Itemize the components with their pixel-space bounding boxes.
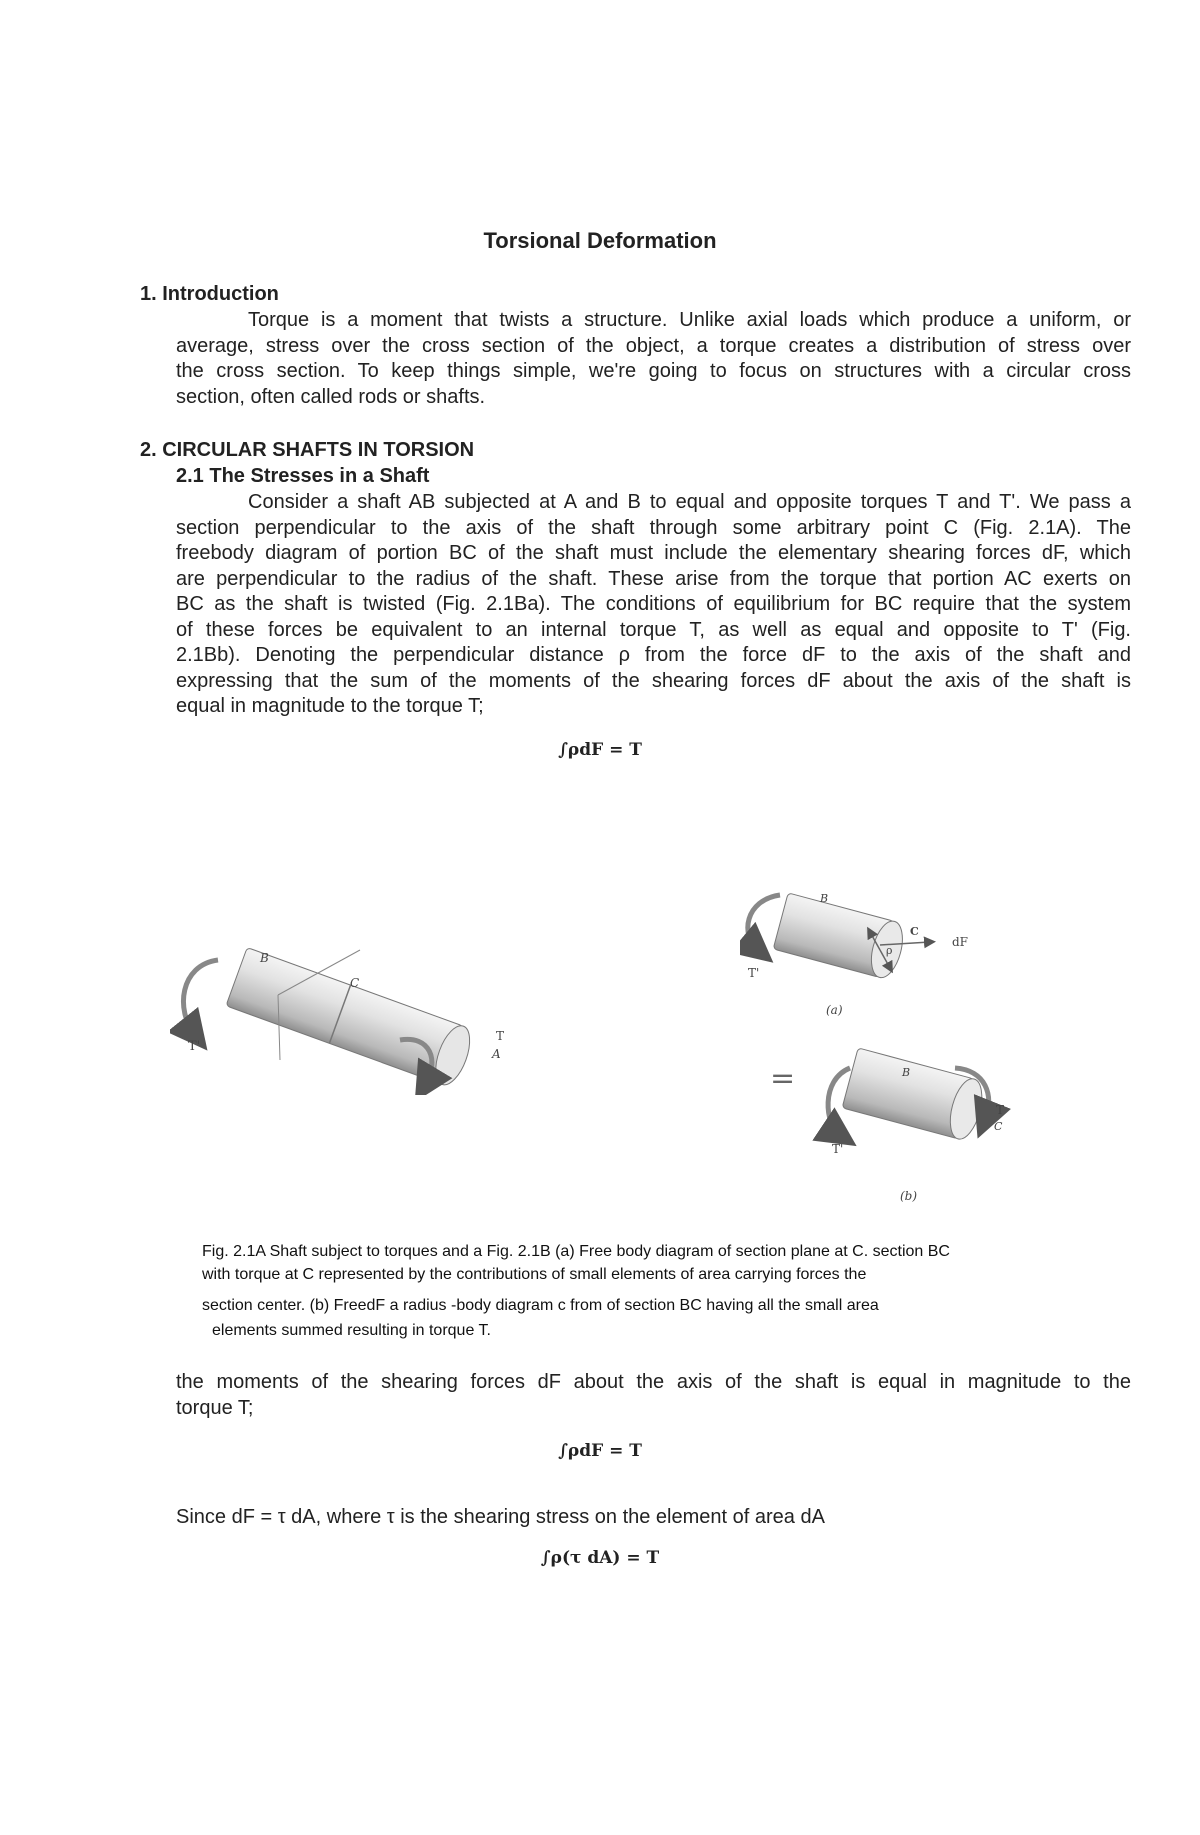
torque-tprime-arrow: [183, 960, 218, 1035]
label-rho: ρ: [886, 944, 893, 957]
s2-line-5: BC as the shaft is twisted (Fig. 2.1Ba). The conditions of equilibrium for BC require that the system: [176, 593, 1131, 615]
s2-line-3: freebody diagram of portion BC of the shaft must include the elementary shearing forces dF, which: [176, 542, 1131, 564]
since-line: Since dF = τ dA, where τ is the shearing stress on the element of area dA: [176, 1506, 825, 1528]
intro-paragraph: [176, 308, 1131, 410]
intro-line-1: Torque is a moment that twists a structure. Unlike axial loads which produce a uniform, or: [248, 309, 1131, 331]
page-title: Torsional Deformation: [483, 228, 717, 253]
intro-heading: 1. Introduction: [140, 283, 279, 305]
label-b: B: [260, 951, 269, 965]
s2-line-2: section perpendicular to the axis of the shaft through some arbitrary point C (Fig. 2.1A). The: [176, 516, 1131, 539]
label-c: C: [350, 976, 360, 990]
intro-line-4: section, often called rods or shafts.: [176, 385, 486, 408]
label-c-bot: C: [994, 1120, 1003, 1133]
equals-sign: =: [770, 1061, 796, 1096]
label-df: dF: [952, 935, 969, 949]
label-tprime-top: T': [748, 966, 760, 980]
label-tprime-bot: T': [832, 1142, 844, 1156]
intro-line-2: average, stress over the cross section of the object, a torque creates a distribution of stress over: [176, 334, 1131, 357]
label-b-caption: (b): [900, 1189, 918, 1203]
caption-line-4: elements summed resulting in torque T.: [212, 1322, 491, 1339]
shaft-body: [226, 947, 463, 1084]
s2-line-6: of these forces be equivalent to an internal torque T, as well as equal and opposite to T' (Fig.: [176, 618, 1131, 641]
after-line-1: the moments of the shearing forces dF about the axis of the shaft is equal in magnitude to the: [176, 1371, 1131, 1393]
equation-2: ∫ρdF = T: [558, 1441, 642, 1461]
label-a-caption: (a): [826, 1003, 843, 1017]
intro-line-3: the cross section. To keep things simple, we're going to focus on structures with a circular cross: [176, 360, 1131, 382]
figure-2-1b: [740, 890, 1040, 1210]
label-a: A: [492, 1047, 501, 1061]
caption-line-2: with torque at C represented by the contributions of small elements of area carrying forces the: [202, 1266, 867, 1283]
caption-line-1: Fig. 2.1A Shaft subject to torques and a Fig. 2.1B (a) Free body diagram of section plane at C. section BC: [202, 1243, 950, 1260]
after-line-2: torque T;: [176, 1396, 254, 1419]
label-t: T: [496, 1029, 505, 1043]
caption-line-3: section center. (b) FreedF a radius -body diagram c from of section BC having all the small area: [202, 1297, 879, 1314]
section2-heading: 2. CIRCULAR SHAFTS IN TORSION: [140, 439, 475, 461]
equation-1: ∫ρdF = T: [558, 740, 642, 760]
label-tprime: T': [188, 1039, 201, 1054]
label-b-bot: B: [902, 1066, 911, 1079]
after-paragraph: [176, 1370, 1131, 1421]
s2-line-1: Consider a shaft AB subjected at A and B to equal and opposite torques T and T'. We pass a: [248, 491, 1131, 513]
s2-line-7: 2.1Bb). Denoting the perpendicular distance ρ from the force dF to the axis of the shaft and: [176, 644, 1131, 666]
section2-subheading: 2.1 The Stresses in a Shaft: [176, 465, 430, 487]
equation-3: ∫ρ(τ dA) = T: [540, 1548, 660, 1568]
label-c-top: C: [910, 925, 919, 938]
s2-line-9: equal in magnitude to the torque T;: [176, 695, 484, 717]
section2-paragraph: [176, 490, 1131, 720]
label-t-bot: T: [996, 1103, 1005, 1117]
label-b-top: B: [820, 892, 829, 905]
s2-line-4: are perpendicular to the radius of the shaft. These arise from the torque that portion AC exerts on: [176, 567, 1131, 590]
s2-line-8: expressing that the sum of the moments of the shearing forces dF about the axis of the shaft is: [176, 669, 1131, 692]
figure-2-1a: [170, 940, 520, 1095]
